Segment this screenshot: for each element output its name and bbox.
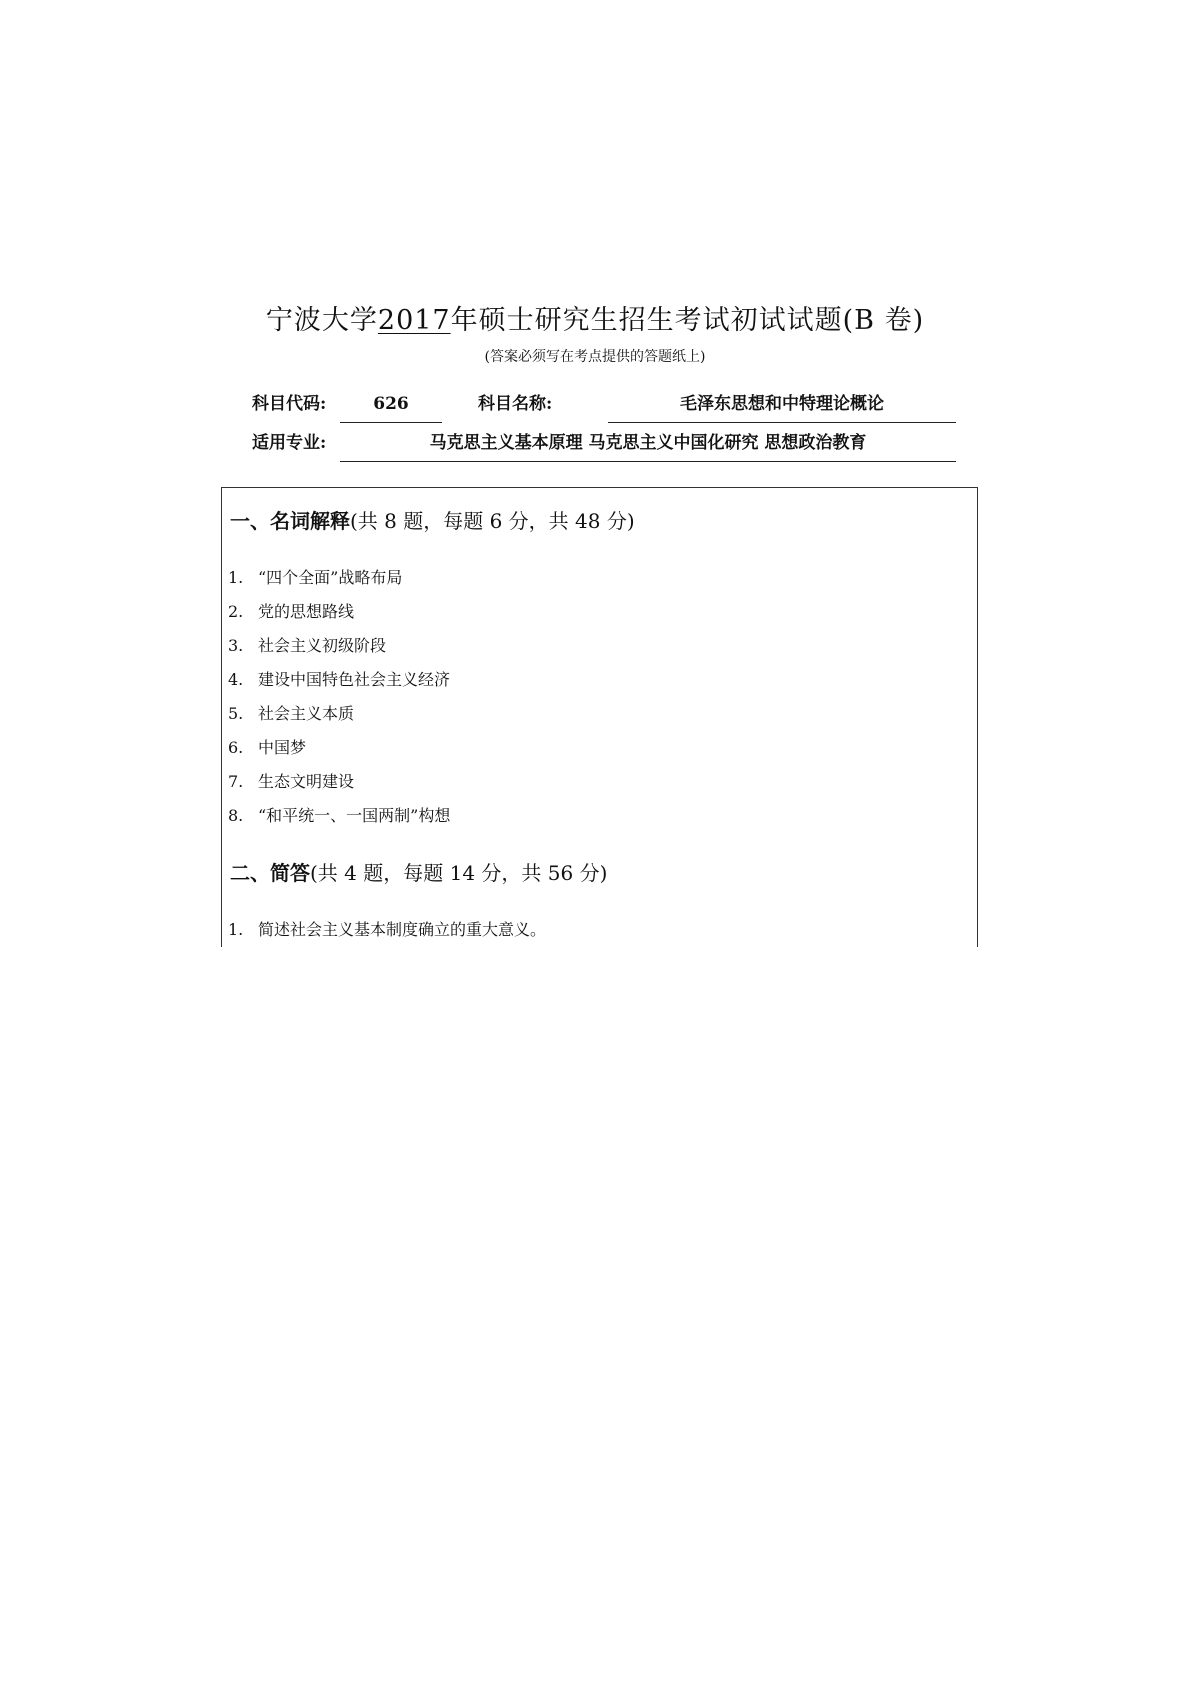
section-title: 二、简答 xyxy=(230,861,310,885)
item-text: 党的思想路线 xyxy=(258,602,355,621)
list-item xyxy=(228,806,450,826)
section-title: 一、名词解释 xyxy=(230,509,350,533)
item-number: 2. xyxy=(228,602,244,621)
item-number: 5. xyxy=(228,704,244,723)
subject-name-label: 科目名称: xyxy=(478,394,553,414)
exam-subtitle: (答案必须写在考点提供的答题纸上) xyxy=(484,349,706,365)
section-note: (共 4 题，每题 14 分，共 56 分) xyxy=(310,861,608,885)
item-text: 中国梦 xyxy=(258,738,307,757)
item-text: 建设中国特色社会主义经济 xyxy=(258,670,451,689)
list-item xyxy=(228,920,546,940)
major-label: 适用专业: xyxy=(252,433,327,453)
subject-code-label: 科目代码: xyxy=(252,394,327,414)
section-note: (共 8 题，每题 6 分，共 48 分) xyxy=(350,509,635,533)
item-number: 3. xyxy=(228,636,244,655)
title-suffix: 年硕士研究生招生考试初试试题(B 卷) xyxy=(450,305,925,336)
item-text: “和平统一、一国两制”构想 xyxy=(258,806,451,825)
list-item xyxy=(228,738,306,758)
section-heading-2 xyxy=(230,861,607,885)
item-number: 7. xyxy=(228,772,244,791)
title-prefix: 宁波大学 xyxy=(265,305,378,336)
item-number: 4. xyxy=(228,670,244,689)
major-underline xyxy=(340,461,956,462)
major-value: 马克思主义基本原理 马克思主义中国化研究 思想政治教育 xyxy=(429,433,867,453)
exam-title xyxy=(0,298,1190,337)
item-number: 8. xyxy=(228,806,244,825)
subject-name-value: 毛泽东思想和中特理论概论 xyxy=(680,394,884,414)
item-text: 社会主义本质 xyxy=(258,704,355,723)
section-heading-1 xyxy=(230,509,635,533)
item-number: 1. xyxy=(228,920,244,939)
list-item xyxy=(228,704,354,724)
list-item xyxy=(228,568,402,588)
item-number: 1. xyxy=(228,568,244,587)
subject-code-value: 626 xyxy=(373,394,409,414)
list-item xyxy=(228,670,450,690)
item-text: 社会主义初级阶段 xyxy=(258,636,387,655)
item-text: “四个全面”战略布局 xyxy=(258,568,403,587)
list-item xyxy=(228,636,386,656)
list-item xyxy=(228,772,354,792)
list-item xyxy=(228,602,354,622)
subject-code-underline xyxy=(340,422,442,423)
subject-name-underline xyxy=(608,422,956,423)
item-text: 简述社会主义基本制度确立的重大意义。 xyxy=(258,920,547,939)
item-number: 6. xyxy=(228,738,244,757)
title-year: 2017 xyxy=(377,305,451,336)
item-text: 生态文明建设 xyxy=(258,772,355,791)
